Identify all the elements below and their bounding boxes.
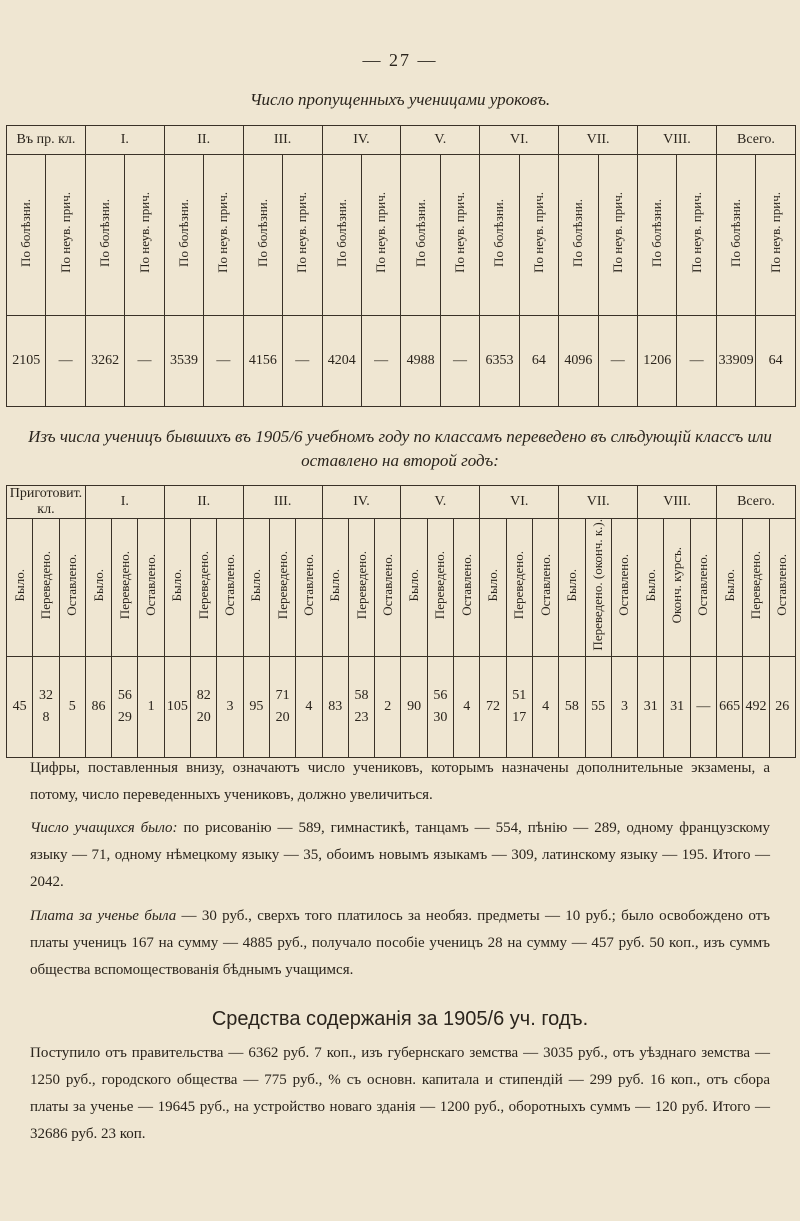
table2-subheader-label: Оставлено.: [300, 553, 316, 616]
table2-subheader: [559, 519, 585, 657]
table2-subheader: [112, 519, 138, 657]
table2-subheader: [269, 519, 295, 657]
table2-subheader: [743, 519, 769, 657]
table2-extra-value: 30: [433, 709, 448, 725]
table2-subheader-label: Переведено.: [747, 550, 763, 619]
table1-subheader: [361, 155, 400, 316]
funds-paragraph: Поступило отъ правительства — 6362 руб. 7 коп., изъ губернскаго земства — 3035 руб., отъ уѣзднаго земства — 1250 руб., городского общества — 775 руб., % съ основн. капитала и стипендій — 299 руб. 16 коп., отъ сбора платы за ученье — 19645 руб., на устройство новаго зданія — 1200 руб., оборотныхъ суммъ — 120 руб. Итого — 32686 руб. 23 коп.: [30, 1045, 770, 1142]
table1-subheader: [283, 155, 322, 316]
table2-subheader: [191, 519, 217, 657]
table1-cell: 1206: [638, 316, 677, 407]
table1-cell: —: [440, 316, 479, 407]
table2-subheader-label: Оконч. курсъ.: [669, 546, 685, 623]
table2-group-header: VI.: [480, 486, 559, 519]
table1-group-header: VII.: [559, 126, 638, 155]
table1-subheader: [677, 155, 716, 316]
table2-subheader: [322, 519, 348, 657]
table2-subheader: [7, 519, 33, 657]
table2-subheader: [296, 519, 322, 657]
table2-value: 58: [564, 698, 579, 714]
table2-value: 4: [305, 698, 313, 714]
table2-value: 86: [91, 698, 106, 714]
table2-subheader-label: Было.: [327, 568, 343, 601]
note-paragraph: Цифры, поставленныя внизу, означаютъ число учениковъ, которымъ назначены дополнительные экзамены, а потому, число переведенныхъ учениковъ, должно увеличиться.: [30, 760, 770, 803]
table2-value: —: [696, 698, 711, 714]
table2-subheader: [348, 519, 374, 657]
table1-subheader-label: По неув. прич.: [609, 192, 625, 273]
table2-extra-value: 20: [275, 709, 290, 725]
table2-subheader-label: Было.: [90, 568, 106, 601]
table2-extra-value: 17: [512, 709, 527, 725]
table1-subheader-label: По неув. прич.: [57, 192, 73, 273]
table1-subheader-label: По неув. прич.: [530, 192, 546, 273]
table2-value: 72: [485, 698, 500, 714]
table1-subheader-label: По болѣзни.: [570, 198, 586, 267]
table2-subheader: [769, 519, 795, 657]
table2-subheader: [164, 519, 190, 657]
table1-subheader: [756, 155, 796, 316]
table1-cell: 64: [756, 316, 796, 407]
table1-cell: 3539: [164, 316, 203, 407]
table1-group-header: Всего.: [716, 126, 795, 155]
table1-subheader-label: По болѣзни.: [491, 198, 507, 267]
table2-cell: [375, 656, 401, 757]
table2-value: 82: [196, 687, 211, 703]
table1-subheader: [598, 155, 637, 316]
table1-group-header: V.: [401, 126, 480, 155]
table1-cell: 6353: [480, 316, 519, 407]
table2-subheader: [506, 519, 532, 657]
table2-value: 1: [147, 698, 155, 714]
table1-cell: 2105: [7, 316, 46, 407]
table2-cell: [638, 656, 664, 757]
table1-subheader: [638, 155, 677, 316]
table2-subheader: [85, 519, 111, 657]
table2-cell: [322, 656, 348, 757]
table2-value: 4: [542, 698, 550, 714]
table2-subheader-label: Оставлено.: [458, 553, 474, 616]
table2-subheader-label: Переведено. (оконч. к.).: [590, 519, 606, 651]
table2-group-header: VII.: [559, 486, 638, 519]
table2-subheader: [638, 519, 664, 657]
table1-subheader-label: По болѣзни.: [175, 198, 191, 267]
table1-cell: —: [677, 316, 716, 407]
table2-subheader: [427, 519, 453, 657]
table1-cell: —: [46, 316, 85, 407]
table2-group-header: III.: [243, 486, 322, 519]
table2-subheader-label: Оставлено.: [774, 553, 790, 616]
table2-cell: [454, 656, 480, 757]
table2-cell: [743, 656, 769, 757]
table1-subheader-label: По болѣзни.: [254, 198, 270, 267]
table2-value: 3: [226, 698, 234, 714]
table1-cell: 4204: [322, 316, 361, 407]
table2-subheader-label: Переведено.: [353, 550, 369, 619]
table1-cell: 33909: [716, 316, 755, 407]
table2-value: 55: [591, 698, 606, 714]
table2-value: 26: [775, 698, 790, 714]
table2-cell: [296, 656, 322, 757]
table2-cell: [112, 656, 138, 757]
table2-value: 32: [38, 687, 53, 703]
table2-group-header: IV.: [322, 486, 401, 519]
table1-group-header: II.: [164, 126, 243, 155]
table1-subheader: [559, 155, 598, 316]
table2-subheader-label: Переведено.: [116, 550, 132, 619]
table2-value: 31: [643, 698, 658, 714]
table1-subheader-label: По болѣзни.: [18, 198, 34, 267]
table1-cell: 4096: [559, 316, 598, 407]
table1-subheader: [46, 155, 85, 316]
table2-subheader: [690, 519, 716, 657]
table2-subheader: [375, 519, 401, 657]
table2-group-header: V.: [401, 486, 480, 519]
table2-cell: [690, 656, 716, 757]
table1-cell: —: [283, 316, 322, 407]
table1-group-header: VIII.: [638, 126, 717, 155]
table1-subheader: [716, 155, 755, 316]
missed-lessons-table: [6, 125, 796, 407]
table1-caption: Число пропущенныхъ ученицами уроковъ.: [249, 90, 551, 109]
table1-subheader-label: По неув. прич.: [136, 192, 152, 273]
table2-cell: [138, 656, 164, 757]
students-count-paragraph: [30, 815, 770, 896]
promotion-table: [6, 485, 796, 758]
table2-subheader-label: Оставлено.: [537, 553, 553, 616]
table1-subheader-label: По неув. прич.: [294, 192, 310, 273]
page-number: — 27 —: [362, 50, 438, 70]
table2-value: 56: [433, 687, 448, 703]
table2-cell: [506, 656, 532, 757]
table1-group-header: IV.: [322, 126, 401, 155]
table1-group-header: III.: [243, 126, 322, 155]
table1-cell: —: [361, 316, 400, 407]
table1-subheader-label: По неув. прич.: [767, 192, 783, 273]
table2-value: 665: [719, 698, 741, 714]
table2-value: 51: [512, 687, 527, 703]
table2-value: 3: [620, 698, 628, 714]
table1-subheader: [7, 155, 46, 316]
table2-caption: Изъ числа ученицъ бывшихъ въ 1905/6 учебномъ году по классамъ переведено въ слѣдующій классъ или оставлено на второй годъ:: [28, 427, 772, 470]
table2-value: 45: [12, 698, 27, 714]
table2-subheader: [664, 519, 690, 657]
table1-subheader: [401, 155, 440, 316]
table1-subheader: [519, 155, 558, 316]
table2-cell: [85, 656, 111, 757]
table1-group-header: VI.: [480, 126, 559, 155]
table2-cell: [348, 656, 374, 757]
table2-group-header: Всего.: [717, 486, 796, 519]
table1-cell: 4156: [243, 316, 282, 407]
table2-cell: [269, 656, 295, 757]
table2-subheader-label: Было.: [11, 568, 27, 601]
table2-cell: [769, 656, 795, 757]
table2-subheader-label: Оставлено.: [222, 553, 238, 616]
table2-cell: [532, 656, 558, 757]
table2-subheader: [59, 519, 85, 657]
table1-subheader-label: По неув. прич.: [452, 192, 468, 273]
table2-cell: [59, 656, 85, 757]
table2-value: 4: [463, 698, 471, 714]
table1-cell: 64: [519, 316, 558, 407]
table2-extra-value: 23: [354, 709, 369, 725]
table1-subheader: [204, 155, 243, 316]
table1-cell: —: [204, 316, 243, 407]
table2-subheader-label: Оставлено.: [695, 553, 711, 616]
tuition-lead: Плата за ученье была: [30, 908, 177, 924]
table2-subheader-label: Оставлено.: [379, 553, 395, 616]
table2-subheader: [243, 519, 269, 657]
table2-group-header: Приготовит. кл.: [7, 486, 86, 519]
students-count-text: по рисованію — 589, гимнастикѣ, танцамъ — 554, пѣнію — 289, одному французскому языку — 71, одному нѣмецкому языку — 35, обоимъ новымъ языкамъ — 309, латинскому языку — 195. Итого — 2042.: [30, 820, 770, 890]
table2-value: 95: [249, 698, 264, 714]
table1-cell: —: [125, 316, 164, 407]
students-count-lead: Число учащихся было:: [30, 820, 178, 836]
table2-subheader: [611, 519, 637, 657]
table2-subheader: [217, 519, 243, 657]
table2-cell: [427, 656, 453, 757]
funds-heading: Средства содержанія за 1905/6 уч. годъ.: [211, 1008, 589, 1030]
tuition-paragraph: [30, 903, 770, 984]
table2-cell: [7, 656, 33, 757]
table1-subheader-label: По болѣзни.: [412, 198, 428, 267]
table2-value: 2: [384, 698, 392, 714]
table1-cell: —: [598, 316, 637, 407]
table1-subheader: [480, 155, 519, 316]
table2-subheader-label: Переведено.: [37, 550, 53, 619]
table2-extra-value: 20: [196, 709, 211, 725]
table2-cell: [164, 656, 190, 757]
table2-value: 56: [117, 687, 132, 703]
table2-value: 5: [68, 698, 76, 714]
table2-cell: [33, 656, 59, 757]
table2-extra-value: 29: [117, 709, 132, 725]
table2-subheader: [401, 519, 427, 657]
table2-subheader-label: Оставлено.: [616, 553, 632, 616]
table2-value: 71: [275, 687, 290, 703]
table2-cell: [664, 656, 690, 757]
table2-subheader-label: Было.: [642, 568, 658, 601]
table1-group-header: I.: [85, 126, 164, 155]
table1-subheader-label: По неув. прич.: [688, 192, 704, 273]
table2-subheader: [480, 519, 506, 657]
table1-subheader: [440, 155, 479, 316]
table2-subheader-label: Переведено.: [511, 550, 527, 619]
table2-cell: [559, 656, 585, 757]
table2-subheader: [717, 519, 743, 657]
table1-group-header: Въ пр. кл.: [7, 126, 86, 155]
table2-value: 58: [354, 687, 369, 703]
table1-subheader-label: По неув. прич.: [373, 192, 389, 273]
table2-subheader-label: Оставлено.: [64, 553, 80, 616]
table1-subheader-label: По болѣзни.: [728, 198, 744, 267]
table2-subheader: [33, 519, 59, 657]
table2-subheader: [138, 519, 164, 657]
table2-cell: [243, 656, 269, 757]
table2-subheader-label: Переведено.: [195, 550, 211, 619]
table2-value: 31: [670, 698, 685, 714]
tuition-text: — 30 руб., сверхъ того платилось за необяз. предметы — 10 руб.; было освобождено отъ платы ученицъ 167 на сумму — 4885 руб., получало пособіе ученицъ 28 на сумму — 457 руб. 50 коп., изъ суммъ общества вспомоществованія бѣднымъ учащимся.: [30, 908, 770, 978]
table2-cell: [191, 656, 217, 757]
table2-subheader: [454, 519, 480, 657]
table2-subheader-label: Было.: [248, 568, 264, 601]
table1-cell: 4988: [401, 316, 440, 407]
table2-cell: [480, 656, 506, 757]
table1-subheader: [164, 155, 203, 316]
table1-subheader-label: По болѣзни.: [333, 198, 349, 267]
table2-subheader-label: Переведено.: [274, 550, 290, 619]
table2-subheader-label: Было.: [169, 568, 185, 601]
table2-group-header: VIII.: [638, 486, 717, 519]
table1-subheader-label: По неув. прич.: [215, 192, 231, 273]
table2-value: 492: [745, 698, 767, 714]
table2-subheader: [585, 519, 611, 657]
table1-cell: 3262: [85, 316, 124, 407]
table1-subheader: [322, 155, 361, 316]
table2-subheader-label: Было.: [563, 568, 579, 601]
table2-extra-value: 8: [42, 709, 50, 725]
table1-subheader: [243, 155, 282, 316]
table2-subheader-label: Оставлено.: [143, 553, 159, 616]
table2-cell: [217, 656, 243, 757]
table2-subheader: [532, 519, 558, 657]
table1-subheader-label: По болѣзни.: [97, 198, 113, 267]
table1-subheader: [125, 155, 164, 316]
table2-value: 90: [407, 698, 422, 714]
table2-value: 105: [166, 698, 188, 714]
table2-subheader-label: Было.: [721, 568, 737, 601]
table2-subheader-label: Было.: [484, 568, 500, 601]
table1-subheader: [85, 155, 124, 316]
table2-cell: [717, 656, 743, 757]
table2-value: 83: [328, 698, 343, 714]
table2-group-header: I.: [85, 486, 164, 519]
table2-subheader-label: Было.: [406, 568, 422, 601]
table2-subheader-label: Переведено.: [432, 550, 448, 619]
table2-cell: [585, 656, 611, 757]
table2-cell: [401, 656, 427, 757]
table2-group-header: II.: [164, 486, 243, 519]
table2-cell: [611, 656, 637, 757]
table1-subheader-label: По болѣзни.: [649, 198, 665, 267]
